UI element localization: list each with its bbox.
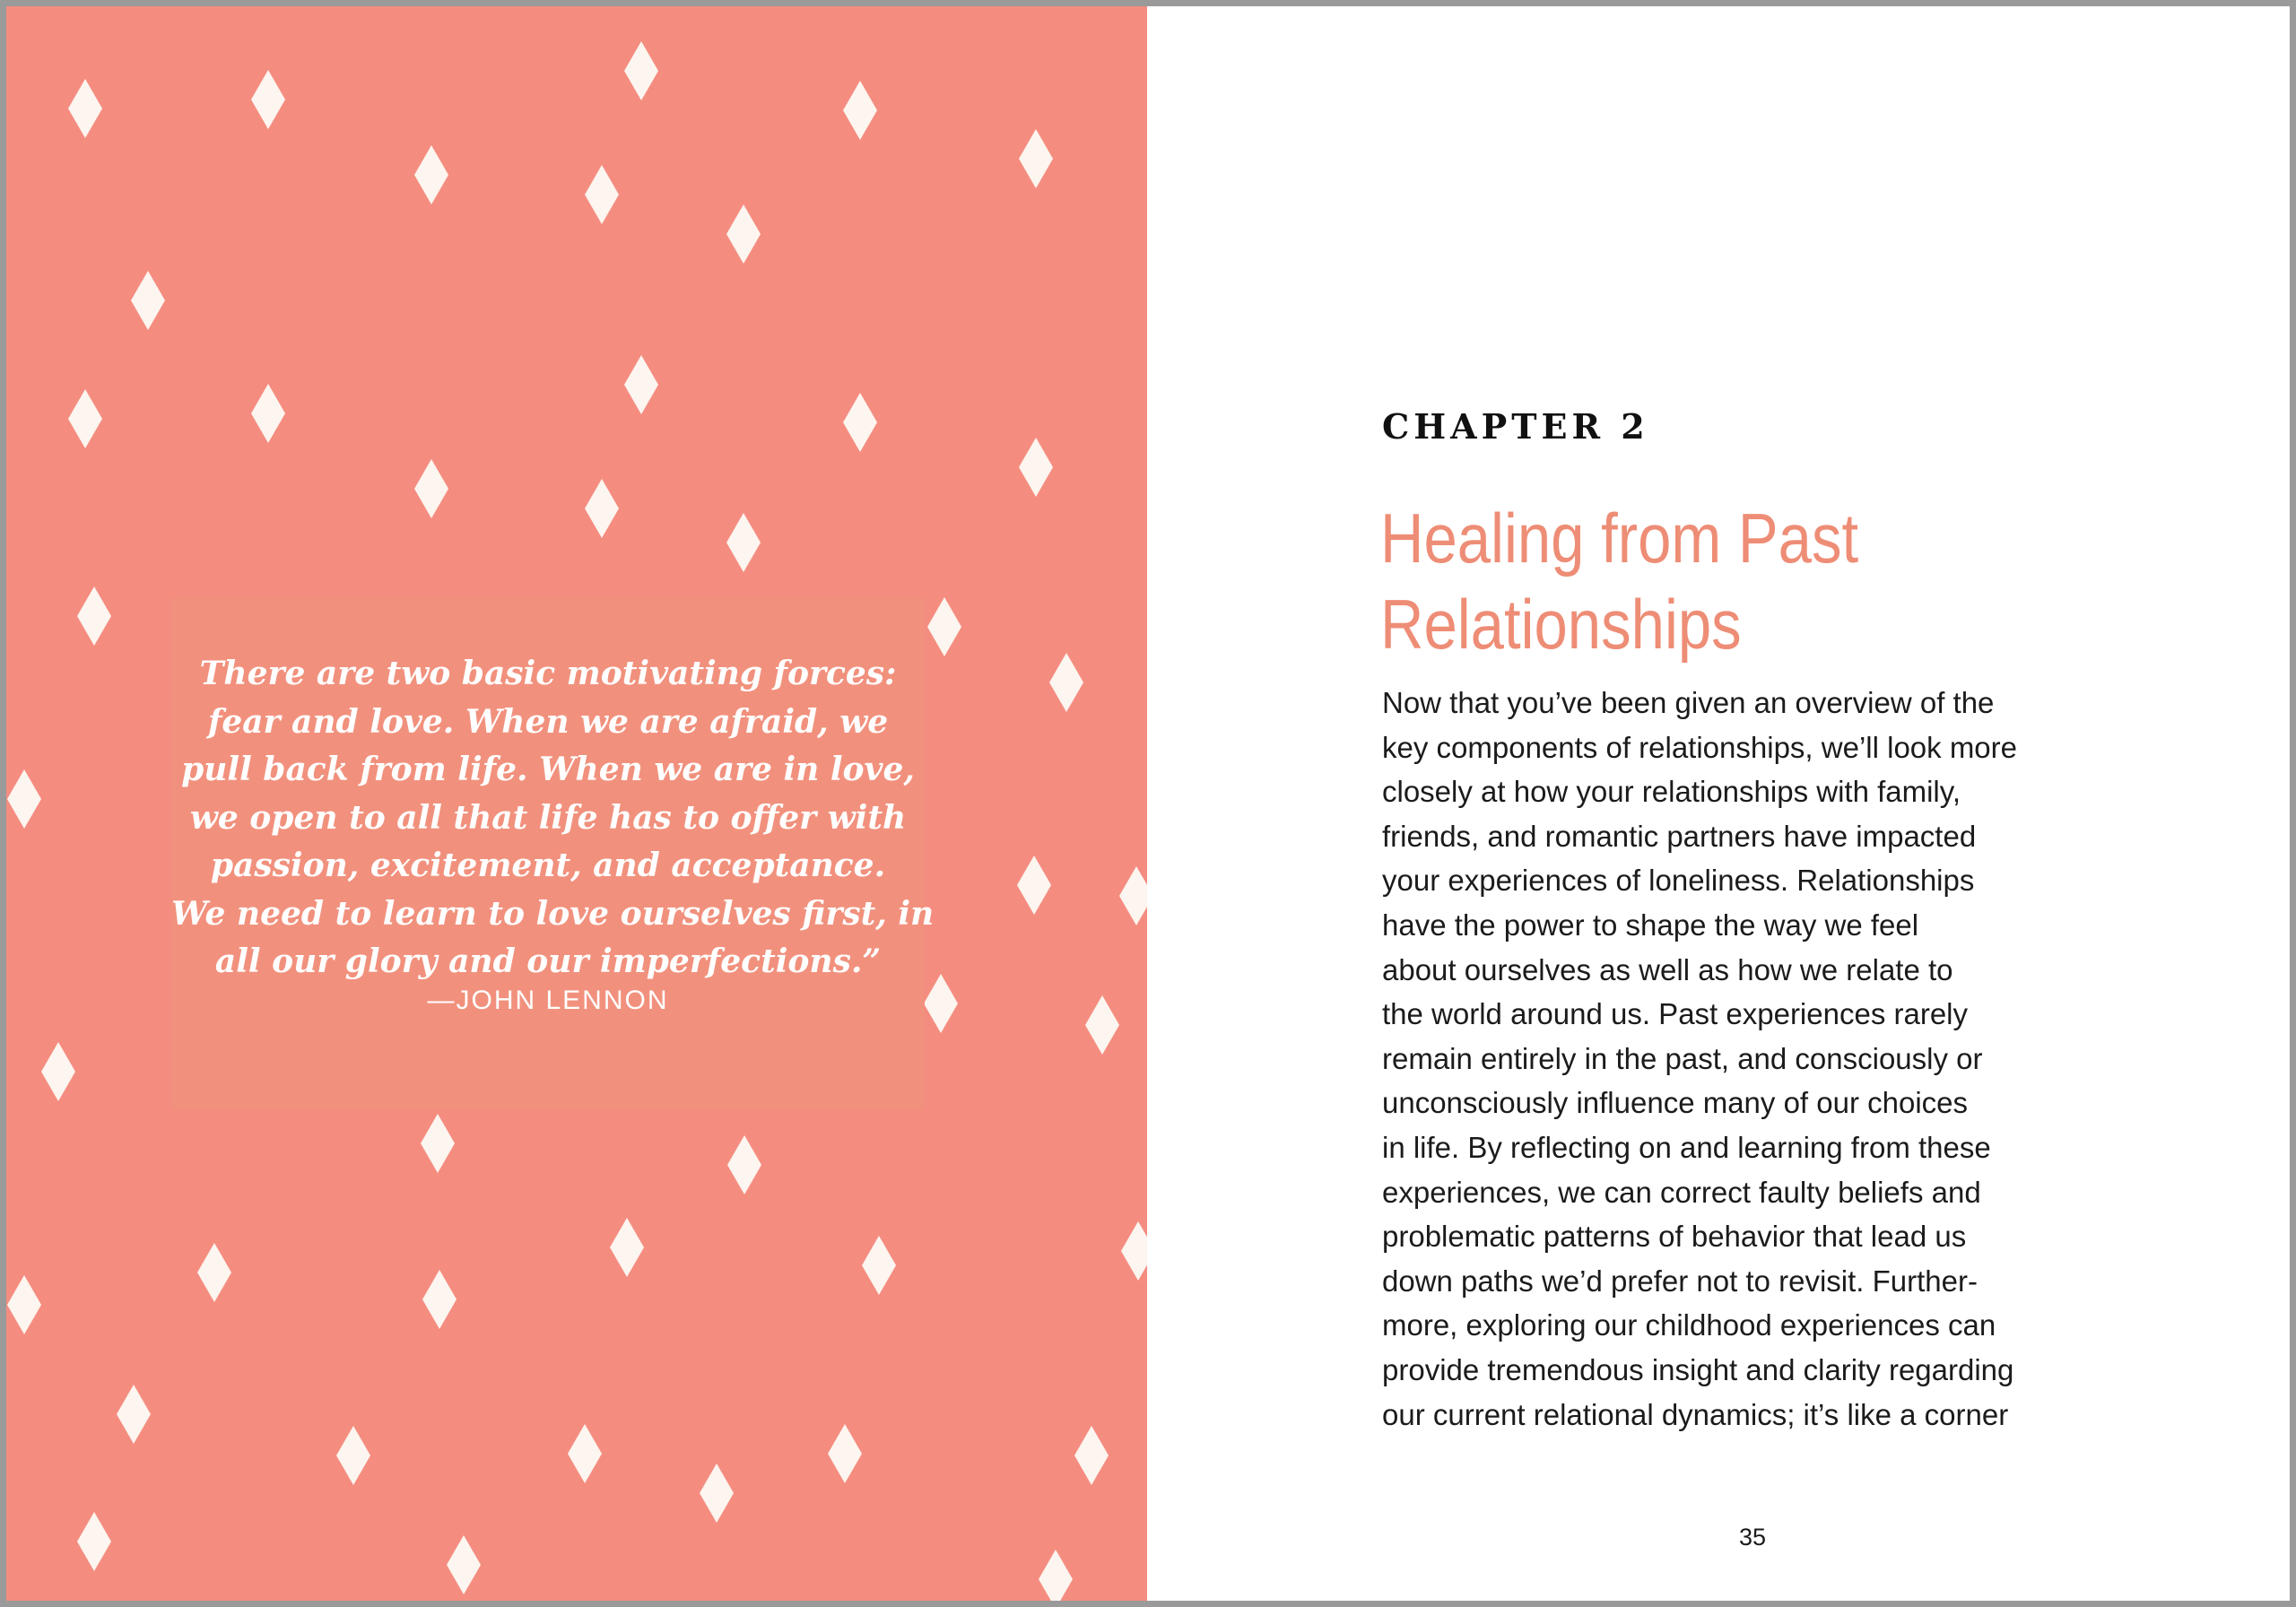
body-line: closely at how your relationships with family, (1382, 775, 1961, 809)
diamond-shape (700, 1464, 734, 1523)
diamond-shape (336, 1426, 370, 1485)
text-page (1147, 6, 2290, 1601)
diamond-shape (568, 1424, 602, 1483)
diamond-shape (1039, 1550, 1073, 1601)
diamond-shape (862, 1236, 896, 1295)
diamond-shape (422, 1270, 457, 1329)
body-line: about ourselves as well as how we relate to (1382, 952, 1953, 986)
chapter-label: CHAPTER 2 (1382, 406, 1649, 447)
body-line: key components of relationships, we’ll look more (1382, 730, 2018, 764)
diamond-shape (251, 70, 285, 129)
diamond-shape (414, 459, 448, 518)
diamond-shape (828, 1424, 862, 1483)
body-line: experiences, we can correct faulty beliefs and (1382, 1175, 1981, 1209)
diamond-shape (41, 1042, 75, 1101)
diamond-shape (927, 597, 961, 656)
diamond-shape (447, 1535, 481, 1594)
body-line: in life. By reflecting on and learning from these (1382, 1130, 1991, 1164)
diamond-shape (7, 769, 41, 829)
diamond-shape (924, 974, 958, 1033)
quote-line: There are two basic motivating forces: (199, 655, 897, 692)
diamond-shape (117, 1385, 151, 1444)
quote-line: passion, excitement, and acceptance. (210, 847, 886, 884)
body-line: Now that you’ve been given an overview of the (1382, 686, 1995, 719)
quote-text (171, 650, 935, 986)
decorative-pattern-page (6, 6, 1147, 1601)
diamond-shape (610, 1218, 644, 1277)
diamond-shape (77, 1512, 111, 1571)
diamond-shape (726, 513, 761, 572)
body-line: down paths we’d prefer not to revisit. Further- (1382, 1264, 1978, 1298)
diamond-shape (727, 1135, 761, 1194)
diamond-shape (624, 355, 658, 414)
diamond-shape (726, 204, 761, 264)
quote-line: all our glory and our imperfections.” (214, 942, 882, 980)
quote-line: we open to all that life has to offer with (189, 798, 907, 837)
diamond-shape (7, 1275, 41, 1334)
body-line: have the power to shape the way we feel (1382, 908, 1919, 942)
diamond-shape (1017, 856, 1051, 915)
diamond-shape (414, 145, 448, 204)
body-line: more, exploring our childhood experiences can (1382, 1308, 1996, 1342)
chapter-title-line: Healing from Past (1380, 499, 1859, 578)
body-line: our current relational dynamics; it’s like a corner (1382, 1397, 2009, 1431)
body-line: the world around us. Past experiences rarely (1382, 997, 1969, 1031)
diamond-shape (131, 271, 165, 330)
diamond-shape (421, 1114, 455, 1173)
quote-line: fear and love. When we are afraid, we (207, 702, 889, 741)
diamond-shape (197, 1243, 231, 1302)
body-line: your experiences of loneliness. Relationships (1382, 864, 1975, 898)
diamond-shape (585, 165, 619, 224)
diamond-shape (1049, 653, 1083, 712)
diamond-shape (77, 586, 111, 646)
chapter-title-line: Relationships (1380, 585, 1742, 664)
quote-line: We need to learn to love ourselves first, in (171, 894, 935, 933)
diamond-shape (1085, 995, 1119, 1055)
body-paragraph (1382, 681, 2017, 1437)
diamond-shape (843, 81, 877, 140)
diamond-shape (843, 393, 877, 452)
diamond-shape (68, 389, 102, 448)
diamond-shape (1074, 1426, 1109, 1485)
body-line: friends, and romantic partners have impacted (1382, 819, 1977, 853)
diamond-shape (1121, 1221, 1147, 1281)
diamond-shape (1019, 438, 1053, 497)
quote-attribution: —JOHN LENNON (427, 986, 669, 1015)
body-line: provide tremendous insight and clarity regarding (1382, 1352, 2014, 1386)
diamond-shape (624, 41, 658, 100)
diamond-shape (1019, 129, 1053, 188)
book-spread (6, 6, 2290, 1601)
diamond-shape (1119, 866, 1147, 925)
body-line: problematic patterns of behavior that lead us (1382, 1220, 1967, 1254)
diamond-shape (585, 479, 619, 538)
page-number: 35 (1739, 1524, 1767, 1551)
body-line: remain entirely in the past, and consciously or (1382, 1041, 1983, 1075)
diamond-shape (251, 384, 285, 443)
body-line: unconsciously influence many of our choices (1382, 1086, 1969, 1120)
diamond-shape (68, 79, 102, 138)
chapter-title (1380, 495, 1858, 667)
quote-line: pull back from life. When we are in love, (181, 751, 915, 788)
quote-box (171, 598, 935, 1109)
